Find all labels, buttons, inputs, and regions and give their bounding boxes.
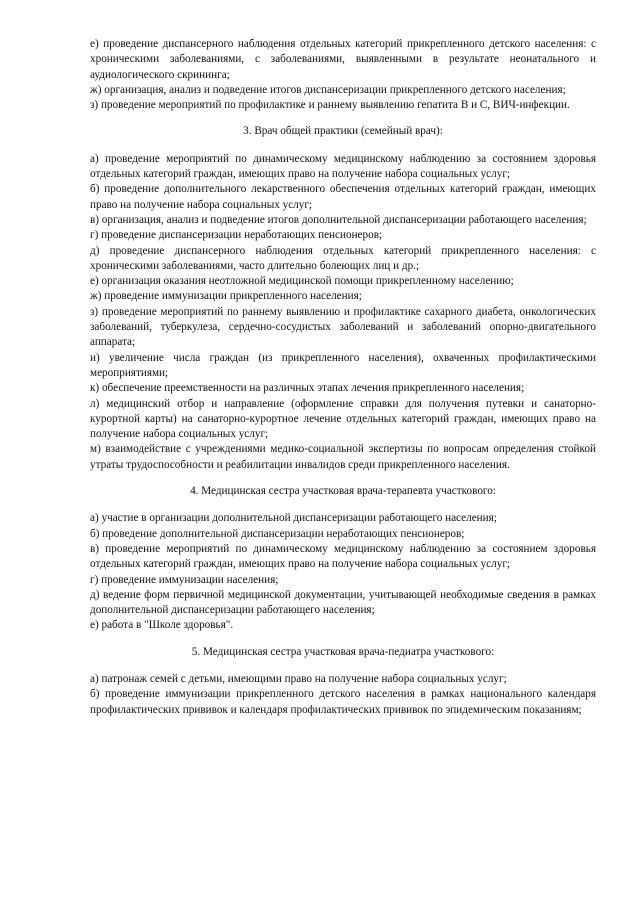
section-4-item-v: в) проведение мероприятий по динамическому медицинскому наблюдению за состоянием здоровья отдельных категорий граждан, имеющих право на получение набора социальных услуг; [90,542,596,571]
section-5-item-a: а) патронаж семей с детьми, имеющими право на получение набора социальных услуг; [90,672,507,685]
section-3-item-zh: ж) проведение иммунизации прикрепленного населения; [90,290,362,303]
section-3-item-i: и) увеличение числа граждан (из прикрепленного населения), охваченных профилактическими мероприятиями; [90,351,596,379]
section-3-item-b: б) проведение дополнительного лекарственного обеспечения отдельных категорий граждан, имеющих право на получение набора социальных услуг; [90,183,596,211]
section-4-item-g: г) проведение иммунизации населения; [90,573,279,586]
section-3-item-a: а) проведение мероприятий по динамическому медицинскому наблюдению за состоянием здоровья отдельных категорий граждан, имеющих право на получение набора социальных услуг; [90,152,596,181]
section-4-item-d: д) ведение форм первичной медицинской документации, учитывающей необходимые сведения в рамках дополнительной диспансеризации работающего населения; [90,588,596,617]
intro-item-e: е) проведение диспансерного наблюдения отдельных категорий прикрепленного детского населения: с хроническими заболеваниями, с заболеваниями, выявленными в результате неонатального и аудиологического скрининга; [90,38,596,81]
document-page [90,37,596,718]
section-3-item-d: д) проведение диспансерного наблюдения отдельных категорий прикрепленного населения: с хроническими заболеваниями, часто длительно болеющих лиц и др.; [90,244,596,272]
section-3-item-e: е) организация оказания неотложной медицинской помощи прикрепленному населению; [90,275,514,288]
section-4-item-a: а) участие в организации дополнительной диспансеризации работающего населения; [90,512,497,525]
section-4-item-b: б) проведение дополнительной диспансеризации неработающих пенсионеров; [90,527,465,540]
section-5-item-b: б) проведение иммунизации прикрепленного детского населения в рамках национального календаря профилактических прививок и календаря профилактических прививок по эпидемическим показаниям; [90,688,596,716]
section-3-item-k: к) обеспечение преемственности на различных этапах лечения прикрепленного населения; [90,382,525,395]
section-4-heading: 4. Медицинская сестра участковая врача-терапевта участкового: [190,485,496,498]
section-3-item-v: в) организация, анализ и подведение итогов дополнительной диспансеризации работающего населения; [90,213,587,226]
section-5-heading: 5. Медицинская сестра участковая врача-педиатра участкового: [191,645,495,658]
section-3-item-l: л) медицинский отбор и направление (оформление справки для получения путевки и санаторно-курортной карты) на санаторно-курортное лечение отдельных категорий граждан, имеющих право на получение набора социальных услуг; [90,397,596,441]
section-3-item-m: м) взаимодействие с учреждениями медико-социальной экспертизы по вопросам определения стойкой утраты трудоспособности и реабилитации инвалидов среди прикрепленного населения. [90,443,596,471]
intro-item-z: з) проведение мероприятий по профилактике и раннему выявлению гепатита В и С, ВИЧ-инфекции. [90,99,570,112]
section-4-item-e: е) работа в "Школе здоровья". [90,619,234,632]
section-3-item-g: г) проведение диспансеризации неработающих пенсионеров; [90,229,383,242]
section-3-item-z: з) проведение мероприятий по раннему выявлению и профилактике сахарного диабета, онкологических заболеваний, туберкулеза, сердечно-сосудистых заболеваний и заболеваний опорно-двигательного аппарата; [90,305,596,349]
section-3-heading: 3. Врач общей практики (семейный врач): [243,125,443,138]
intro-item-zh: ж) организация, анализ и подведение итогов диспансеризации прикрепленного детского населения; [90,83,566,96]
